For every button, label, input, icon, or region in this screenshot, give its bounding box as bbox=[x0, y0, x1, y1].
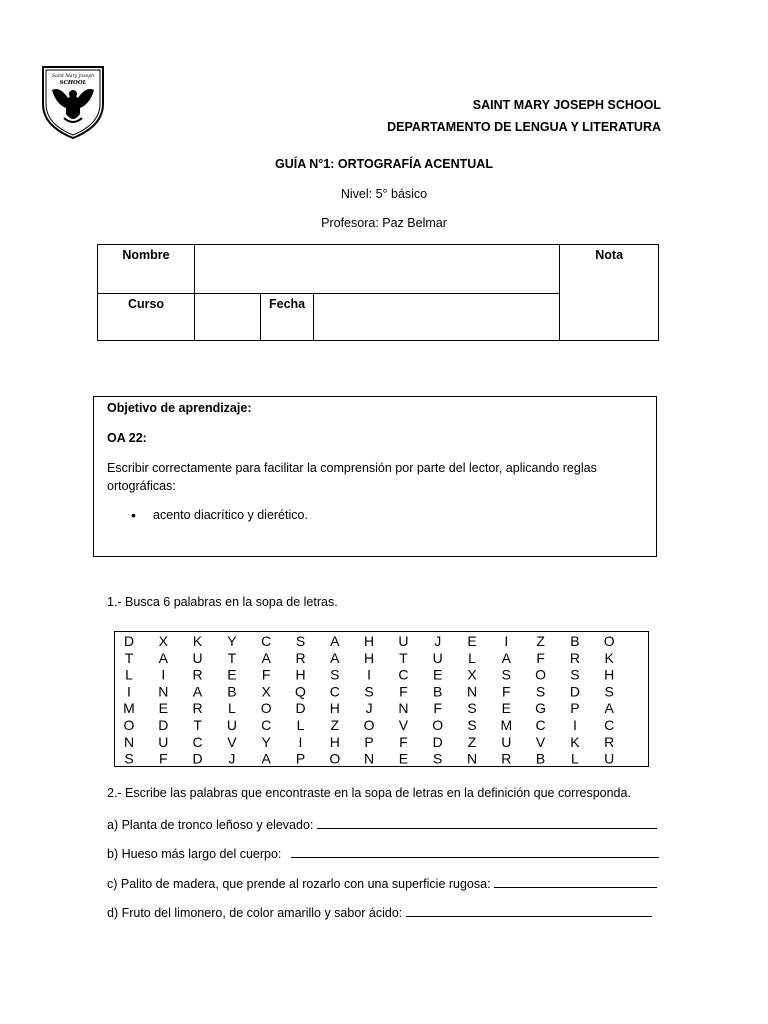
word-search-letter[interactable]: E bbox=[433, 666, 443, 683]
grade-label: Nota bbox=[595, 248, 624, 262]
word-search-letter[interactable]: B bbox=[535, 750, 546, 766]
word-search-letter[interactable]: U bbox=[192, 649, 203, 666]
word-search-letter[interactable]: A bbox=[261, 649, 271, 666]
word-search-letter[interactable]: O bbox=[535, 666, 547, 683]
word-search-letter[interactable]: I bbox=[127, 683, 131, 700]
word-search-grid bbox=[114, 631, 649, 767]
word-search-letter[interactable]: S bbox=[467, 717, 477, 733]
word-search-letter[interactable]: X bbox=[261, 683, 271, 700]
word-search-letter[interactable]: S bbox=[295, 633, 306, 649]
word-search-letter[interactable]: R bbox=[604, 733, 615, 750]
word-search-letter[interactable]: D bbox=[569, 683, 580, 700]
word-search-letter[interactable]: F bbox=[536, 649, 545, 666]
word-search-letter[interactable]: J bbox=[228, 750, 236, 766]
word-search-letter[interactable]: T bbox=[399, 649, 408, 666]
word-search-letter[interactable]: D bbox=[432, 733, 443, 750]
word-search-letter[interactable]: A bbox=[261, 750, 271, 766]
objective-description: Escribir correctamente para facilitar la comprensión por parte del lector, aplicando reglas ortográficas: bbox=[107, 461, 597, 493]
word-search-letter[interactable]: I bbox=[298, 733, 303, 750]
objective-code: OA 22: bbox=[107, 431, 147, 445]
word-search-letter[interactable]: F bbox=[433, 700, 442, 717]
word-search-letter[interactable]: S bbox=[364, 683, 374, 700]
word-search-letter[interactable]: E bbox=[158, 700, 168, 717]
word-search-letter[interactable]: X bbox=[467, 666, 477, 683]
word-search-letter[interactable]: N bbox=[158, 683, 169, 700]
word-search-letter[interactable]: S bbox=[433, 750, 443, 766]
word-search-letter[interactable]: O bbox=[363, 717, 375, 733]
logo-school-text: SCHOOL bbox=[59, 80, 87, 86]
word-search-letter[interactable]: Z bbox=[330, 717, 340, 733]
word-search-letter[interactable]: S bbox=[570, 666, 580, 683]
word-search-letter[interactable]: F bbox=[261, 666, 271, 683]
word-search-letter[interactable]: A bbox=[330, 633, 340, 649]
word-search-letter[interactable]: G bbox=[535, 700, 547, 717]
word-search-letter[interactable]: C bbox=[604, 717, 615, 733]
word-search-letter[interactable]: Y bbox=[227, 633, 237, 649]
question-b bbox=[107, 845, 659, 861]
word-search-letter[interactable]: B bbox=[433, 683, 443, 700]
word-search-letter[interactable]: S bbox=[467, 700, 477, 717]
name-label: Nombre bbox=[98, 245, 195, 294]
objective-bullet: acento diacrítico y dierético. bbox=[153, 508, 308, 522]
answer-d-line[interactable] bbox=[406, 904, 652, 917]
word-search-letter[interactable]: M bbox=[500, 717, 513, 733]
word-search-letter[interactable]: E bbox=[467, 633, 477, 649]
word-search-letter[interactable]: D bbox=[158, 717, 169, 733]
word-search-letter[interactable]: F bbox=[399, 683, 408, 700]
answer-b-line[interactable] bbox=[291, 845, 659, 858]
word-search-letter[interactable]: Q bbox=[295, 683, 306, 700]
word-search-letter[interactable]: H bbox=[329, 733, 340, 750]
word-search-letter[interactable]: R bbox=[295, 649, 306, 666]
word-search-letter[interactable]: I bbox=[504, 633, 509, 649]
word-search-letter[interactable]: T bbox=[124, 649, 134, 666]
word-search-letter[interactable]: N bbox=[364, 750, 375, 766]
word-search-letter[interactable]: E bbox=[227, 666, 237, 683]
word-search-letter[interactable]: I bbox=[572, 717, 577, 733]
word-search-letter[interactable]: K bbox=[192, 633, 203, 649]
word-search-letter[interactable]: F bbox=[159, 750, 168, 766]
word-search-letter[interactable]: I bbox=[367, 666, 372, 683]
word-search-letter[interactable]: A bbox=[330, 649, 340, 666]
question-a-text: a) Planta de tronco leñoso y elevado: bbox=[107, 818, 314, 832]
word-search-letter[interactable]: N bbox=[466, 750, 478, 766]
word-search-letter[interactable]: H bbox=[364, 633, 375, 649]
word-search-letter[interactable]: R bbox=[192, 700, 203, 717]
word-search-letter[interactable]: S bbox=[604, 683, 614, 700]
word-search-letter[interactable]: S bbox=[124, 750, 134, 766]
school-header bbox=[387, 94, 661, 138]
grade-label-cell[interactable] bbox=[560, 245, 659, 341]
date-label: Fecha bbox=[261, 294, 314, 341]
word-search-letter[interactable]: N bbox=[123, 733, 135, 750]
objective-heading: Objetivo de aprendizaje: bbox=[107, 401, 252, 415]
word-search-letter[interactable]: P bbox=[295, 750, 306, 766]
word-search-letter[interactable]: P bbox=[570, 700, 580, 717]
word-search-letter[interactable]: O bbox=[123, 717, 135, 733]
word-search-letter[interactable]: B bbox=[570, 633, 580, 649]
guide-teacher: Profesora: Paz Belmar bbox=[321, 216, 447, 230]
answer-a-line[interactable] bbox=[317, 816, 657, 829]
answer-c-line[interactable] bbox=[494, 875, 657, 888]
word-search-letter[interactable]: J bbox=[434, 633, 442, 649]
word-search-letter[interactable]: R bbox=[192, 666, 203, 683]
word-search-letter[interactable]: H bbox=[364, 649, 375, 666]
word-search-letter[interactable]: B bbox=[227, 683, 237, 700]
word-search-letter[interactable]: U bbox=[604, 750, 615, 766]
word-search-letter[interactable]: H bbox=[329, 700, 340, 717]
word-search-letter[interactable]: E bbox=[398, 750, 409, 766]
word-search-letter[interactable]: A bbox=[158, 649, 168, 666]
word-search-letter[interactable]: C bbox=[329, 683, 340, 700]
question-d-text: d) Fruto del limonero, de color amarillo y sabor ácido: bbox=[107, 906, 403, 920]
course-label: Curso bbox=[98, 294, 195, 341]
word-search-letter[interactable]: S bbox=[535, 683, 546, 700]
word-search-letter[interactable]: L bbox=[468, 649, 476, 666]
question-c bbox=[107, 875, 657, 891]
word-search-letter[interactable]: K bbox=[604, 649, 614, 666]
course-field[interactable] bbox=[195, 294, 261, 341]
word-search-letter[interactable]: S bbox=[330, 666, 340, 683]
exercise2-instruction: 2.- Escribe las palabras que encontraste en la sopa de letras en la definición que corresponda. bbox=[107, 786, 631, 800]
word-search-letter[interactable]: C bbox=[535, 717, 546, 733]
objective-box bbox=[93, 396, 657, 557]
eagle-crest-icon bbox=[40, 64, 106, 140]
word-search-letter[interactable]: L bbox=[228, 700, 236, 717]
school-name: SAINT MARY JOSEPH SCHOOL bbox=[472, 98, 661, 112]
word-search-letter[interactable]: L bbox=[571, 750, 579, 766]
word-search-letter[interactable]: O bbox=[260, 700, 272, 717]
date-field[interactable] bbox=[314, 294, 560, 341]
word-search-letter[interactable]: F bbox=[502, 683, 511, 700]
word-search-letter[interactable]: V bbox=[398, 717, 409, 733]
word-search-letter[interactable]: D bbox=[123, 633, 135, 649]
word-search-letter[interactable]: Z bbox=[467, 733, 477, 750]
word-search-letter[interactable]: J bbox=[365, 700, 373, 717]
word-search-letter[interactable]: F bbox=[399, 733, 408, 750]
word-search-letter[interactable]: O bbox=[432, 717, 444, 733]
question-d bbox=[107, 904, 652, 920]
word-search-letter[interactable]: A bbox=[501, 649, 511, 666]
guide-title: GUÍA N°1: ORTOGRAFÍA ACENTUAL bbox=[275, 157, 493, 171]
word-search-letter[interactable]: R bbox=[569, 649, 580, 666]
word-search-svg bbox=[115, 632, 648, 766]
word-search-letter[interactable]: I bbox=[161, 666, 166, 683]
student-info-table bbox=[97, 244, 659, 341]
word-search-letter[interactable]: R bbox=[501, 750, 512, 766]
question-c-text: c) Palito de madera, que prende al rozarlo con una superficie rugosa: bbox=[107, 877, 491, 891]
word-search-letter[interactable]: N bbox=[398, 700, 409, 717]
word-search-letter[interactable]: U bbox=[432, 649, 443, 666]
word-search-letter[interactable]: U bbox=[226, 717, 237, 733]
word-search-letter[interactable]: N bbox=[466, 683, 478, 700]
exercise1-instruction: 1.- Busca 6 palabras en la sopa de letras. bbox=[107, 595, 338, 609]
word-search-letter[interactable]: T bbox=[193, 717, 202, 733]
word-search-letter[interactable]: U bbox=[501, 733, 512, 750]
word-search-letter[interactable]: S bbox=[501, 666, 511, 683]
word-search-letter[interactable]: U bbox=[398, 633, 409, 649]
word-search-letter[interactable]: T bbox=[227, 649, 237, 666]
word-search-letter[interactable]: C bbox=[398, 666, 409, 683]
school-logo bbox=[40, 64, 106, 140]
word-search-letter[interactable]: C bbox=[192, 733, 203, 750]
word-search-letter[interactable]: V bbox=[535, 733, 546, 750]
bullet-icon: • bbox=[131, 507, 136, 523]
question-b-text: b) Hueso más largo del cuerpo: bbox=[107, 847, 282, 861]
word-search-letter[interactable]: O bbox=[329, 750, 341, 766]
question-a bbox=[107, 816, 657, 832]
word-search-letter[interactable]: K bbox=[570, 733, 580, 750]
word-search-letter[interactable]: M bbox=[123, 700, 135, 717]
word-search-letter[interactable]: O bbox=[603, 633, 615, 649]
word-search-letter[interactable]: A bbox=[192, 683, 203, 700]
word-search-letter[interactable]: D bbox=[192, 750, 203, 766]
word-search-letter[interactable]: X bbox=[158, 633, 168, 649]
department-name: DEPARTAMENTO DE LENGUA Y LITERATURA bbox=[387, 120, 661, 134]
word-search-letter[interactable]: H bbox=[604, 666, 615, 683]
word-search-letter[interactable]: V bbox=[227, 733, 237, 750]
name-field[interactable] bbox=[195, 245, 560, 294]
word-search-letter[interactable]: H bbox=[295, 666, 306, 683]
guide-level: Nivel: 5° básico bbox=[340, 187, 428, 201]
word-search-letter[interactable]: C bbox=[261, 633, 272, 649]
word-search-letter[interactable]: Z bbox=[536, 633, 545, 649]
word-search-letter[interactable]: P bbox=[364, 733, 374, 750]
word-search-letter[interactable]: U bbox=[158, 733, 169, 750]
word-search-letter[interactable]: L bbox=[296, 717, 305, 733]
word-search-letter[interactable]: E bbox=[501, 700, 511, 717]
logo-arc-text: Saint Mary Joseph bbox=[51, 74, 95, 79]
word-search-letter[interactable]: D bbox=[295, 700, 306, 717]
word-search-letter[interactable]: Y bbox=[261, 733, 271, 750]
word-search-letter[interactable]: C bbox=[261, 717, 272, 733]
word-search-letter[interactable]: A bbox=[604, 700, 614, 717]
word-search-letter[interactable]: L bbox=[125, 666, 133, 683]
